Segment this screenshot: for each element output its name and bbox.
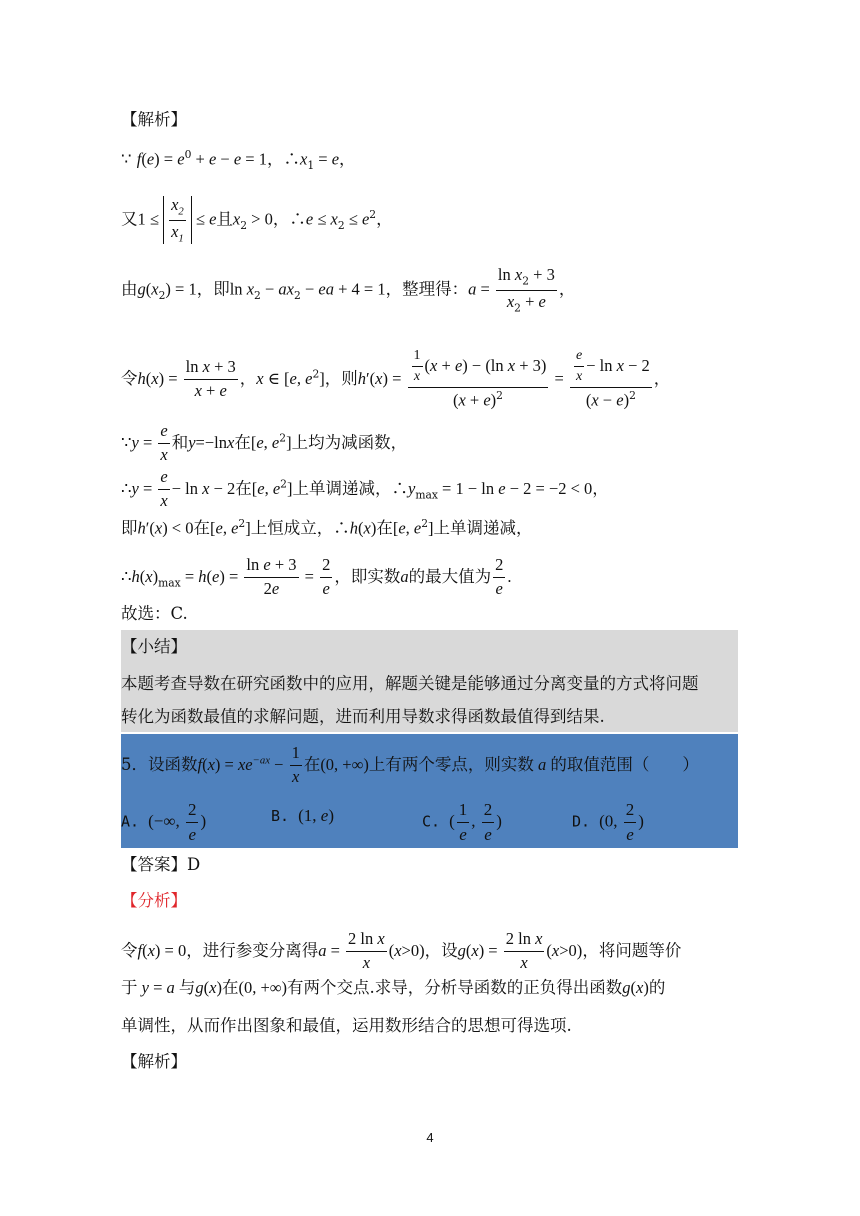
option-d[interactable]: D. (0, $\frac{2}{e}$ ) [572, 800, 644, 844]
choice-line: 故选：C. [121, 604, 188, 623]
solution-line-8: $\therefore h(x)_{max} = h(e)$ = $\frac{\text{ln e + 3}}{2e}$ = $\frac{2}{e}$ ，即实数a的最大值为 $\frac{2}{e}$ . [121, 555, 512, 598]
solution-line-3: 由$g(x_2) = 1$，即$\ln x_2 - ax_2$ − ea + 4 = 1，整理得：a = $\frac{\ln x_2 + 3}{x_2 + e}$ ， [121, 265, 576, 314]
heading-jiexi-2: 【解析】 [121, 1052, 187, 1071]
heading-xiaojie: 【小结】 [121, 637, 187, 656]
summary-line-2: 转化为函数最值的求解问题，进而利用导数求得函数最值得到结果. [121, 707, 605, 726]
analysis-line-1: 令f(x) = 0，进行参变分离得a = $\frac{\text{2 ln x}}{x}$ (x>0)，设g(x) = $\frac{\text{2 ln x}}{x}$ (x>0)，将问题等价 [121, 929, 682, 972]
analysis-line-3: 单调性，从而作出图象和最值，运用数形结合的思想可得选项. [121, 1016, 572, 1035]
option-b[interactable]: B. (1, e) [271, 806, 334, 825]
solution-line-5: ∵y = $\frac{e}{x}$ 和y=−lnx在[e, $e^2$]上均为减函数， [121, 421, 408, 464]
option-a[interactable]: A. (−∞, $\frac{2}{e}$ ) [121, 800, 207, 844]
solution-line-2: 又1 ≤ $\frac{x_2}{x_1}$ ≤ e且$x_2 > 0$，∴e ≤ $x_2 \le e^2$， [121, 195, 393, 244]
analysis-line-2: 于 y = a 与g(x)在(0, +∞)有两个交点.求导，分析导函数的正负得出函数g(x)的 [121, 978, 666, 997]
solution-line-4: 令h(x) = $\frac{\text{ln x + 3}}{x + e}$ ，x ∈ [e, $e^2$]，则h′(x) = $\frac{1}{x}$ (x + e) − (ln x + 3) $(x + e)^2$ = $\frac{e}{x}$ − ln x − 2 $(x - e)^2$ ， [121, 348, 671, 410]
summary-line-1: 本题考查导数在研究函数中的应用，解题关键是能够通过分离变量的方式将问题 [121, 674, 699, 693]
answer-line: 【答案】D [121, 855, 201, 874]
solution-line-7: 即h′(x) < 0在[e, $e^2$]上恒成立，∴h(x)在[e, $e^2$]上单调递减， [121, 517, 533, 538]
option-c[interactable]: C. ( $\frac{1}{e}$ , $\frac{2}{e}$ ) [422, 800, 502, 844]
page-number: 4 [426, 1130, 434, 1145]
heading-jiexi: 【解析】 [121, 110, 187, 129]
solution-line-6: ∴y = $\frac{e}{x}$ − ln x − 2在[e, $e^2$]上单调递减，$\therefore y_{max} = 1 - \ln e - 2 = -2 < 0$， [121, 467, 609, 510]
solution-line-1: ∵ $f(e) = e^0 + e - e = 1$，$\therefore x_1 = e$， [121, 148, 356, 172]
question-stem: 5．设函数$f(x) = xe^{-ax}$ − $\frac{1}{x}$ 在(0, +∞)上有两个零点，则实数 a 的取值范围（ ） [121, 743, 699, 786]
heading-fenxi: 【分析】 [121, 891, 187, 910]
